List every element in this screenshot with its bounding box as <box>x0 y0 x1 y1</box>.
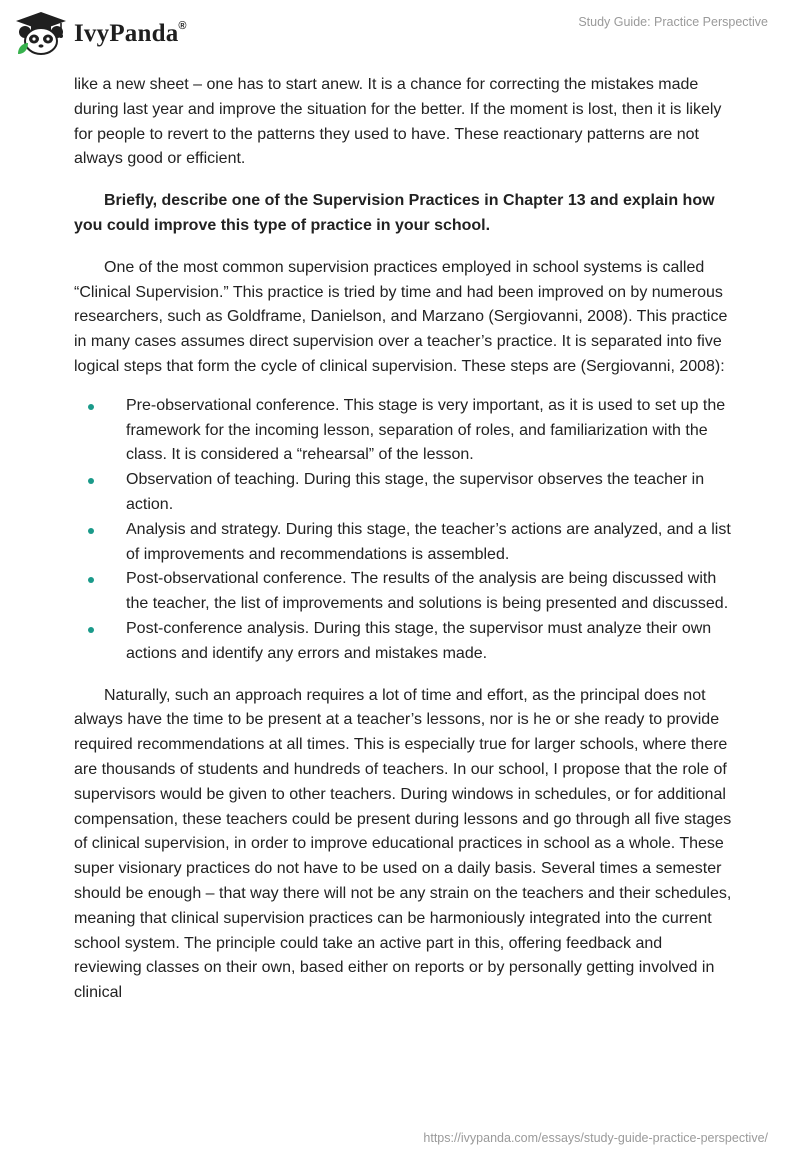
paragraph-intro: like a new sheet – one has to start anew. It is a chance for correcting the mistakes made during last year and improve the situation for the better. If the moment is lost, then it is likely for people to revert to the patterns they used to have. These reactionary patterns are not always good or efficient. <box>74 76 722 168</box>
bullet-icon <box>88 577 94 583</box>
brand-logo[interactable] <box>14 10 187 56</box>
list-item-text: Pre-observational conference. This stage is very important, as it is used to set up the framework for the incoming lesson, separation of roles, and familiarization with the class. It is considered a “rehearsal” of the lesson. <box>126 396 726 464</box>
document-title: Study Guide: Practice Perspective <box>578 15 768 29</box>
list-item-text: Observation of teaching. During this stage, the supervisor observes the teacher in action. <box>126 471 705 513</box>
list-item-text: Post-conference analysis. During this stage, the supervisor must analyze their own actions and identify any errors and mistakes made. <box>126 619 712 662</box>
page-header <box>0 0 800 66</box>
paragraph-proposal: Naturally, such an approach requires a lot of time and effort, as the principal does not always have the time to be present at a teacher’s lessons, nor is he or she ready to provide required recommendations at all times. This is especially true for larger schools, where there are thousands of students and hundreds of teachers. In our school, I propose that the role of supervisors would be given to other teachers. During windows in schedules, or for additional compensation, these teachers could be present during lessons and go through all five stages of clinical supervision, in order to improve educational practices in school as a whole. These super visionary practices do not have to be used on a daily basis. Several times a semester should be enough – that way there will not be any strain on the teachers and their schedules, meaning that clinical supervision practices can be harmoniously integrated into the current school system. The principle could take an active part in this, offering feedback and reviewing classes on their own, based either on reports or by personally getting involved in clinical <box>74 686 732 1002</box>
question-heading: Briefly, describe one of the Supervision Practices in Chapter 13 and explain how you could improve this type of practice in your school. <box>74 192 715 234</box>
list-item-text: Analysis and strategy. During this stage, the teacher’s actions are analyzed, and a list of improvements and recommendations is assembled. <box>126 520 731 563</box>
list-item-text: Post-observational conference. The results of the analysis are being discussed with the teacher, the list of improvements and solutions is being presented and discussed. <box>126 570 729 613</box>
bullet-icon <box>88 404 94 410</box>
list-item <box>74 617 734 667</box>
panda-graduate-icon <box>14 10 68 56</box>
supervision-steps-list <box>74 394 734 667</box>
bullet-icon <box>88 478 94 484</box>
list-item <box>74 518 734 568</box>
registered-mark: ® <box>178 20 187 32</box>
brand-name <box>74 20 187 48</box>
list-item <box>74 394 734 468</box>
bullet-icon <box>88 528 94 534</box>
paragraph-clinical-supervision: One of the most common supervision practices employed in school systems is called “Clinical Supervision.” This practice is tried by time and had been improved on by numerous researchers, such as Goldframe, Danielson, and Marzano (Sergiovanni, 2008). This practice in many cases assumes direct supervision over a teacher’s practice. It is separated into five logical steps that form the cycle of clinical supervision. These steps are (Sergiovanni, 2008): <box>74 258 728 375</box>
footer-url-link[interactable]: https://ivypanda.com/essays/study-guide-practice-perspective/ <box>423 1131 768 1145</box>
list-item <box>74 468 734 518</box>
article-body <box>74 73 734 1006</box>
bullet-icon <box>88 627 94 633</box>
brand-name-text: IvyPanda <box>74 20 179 47</box>
list-item <box>74 567 734 617</box>
